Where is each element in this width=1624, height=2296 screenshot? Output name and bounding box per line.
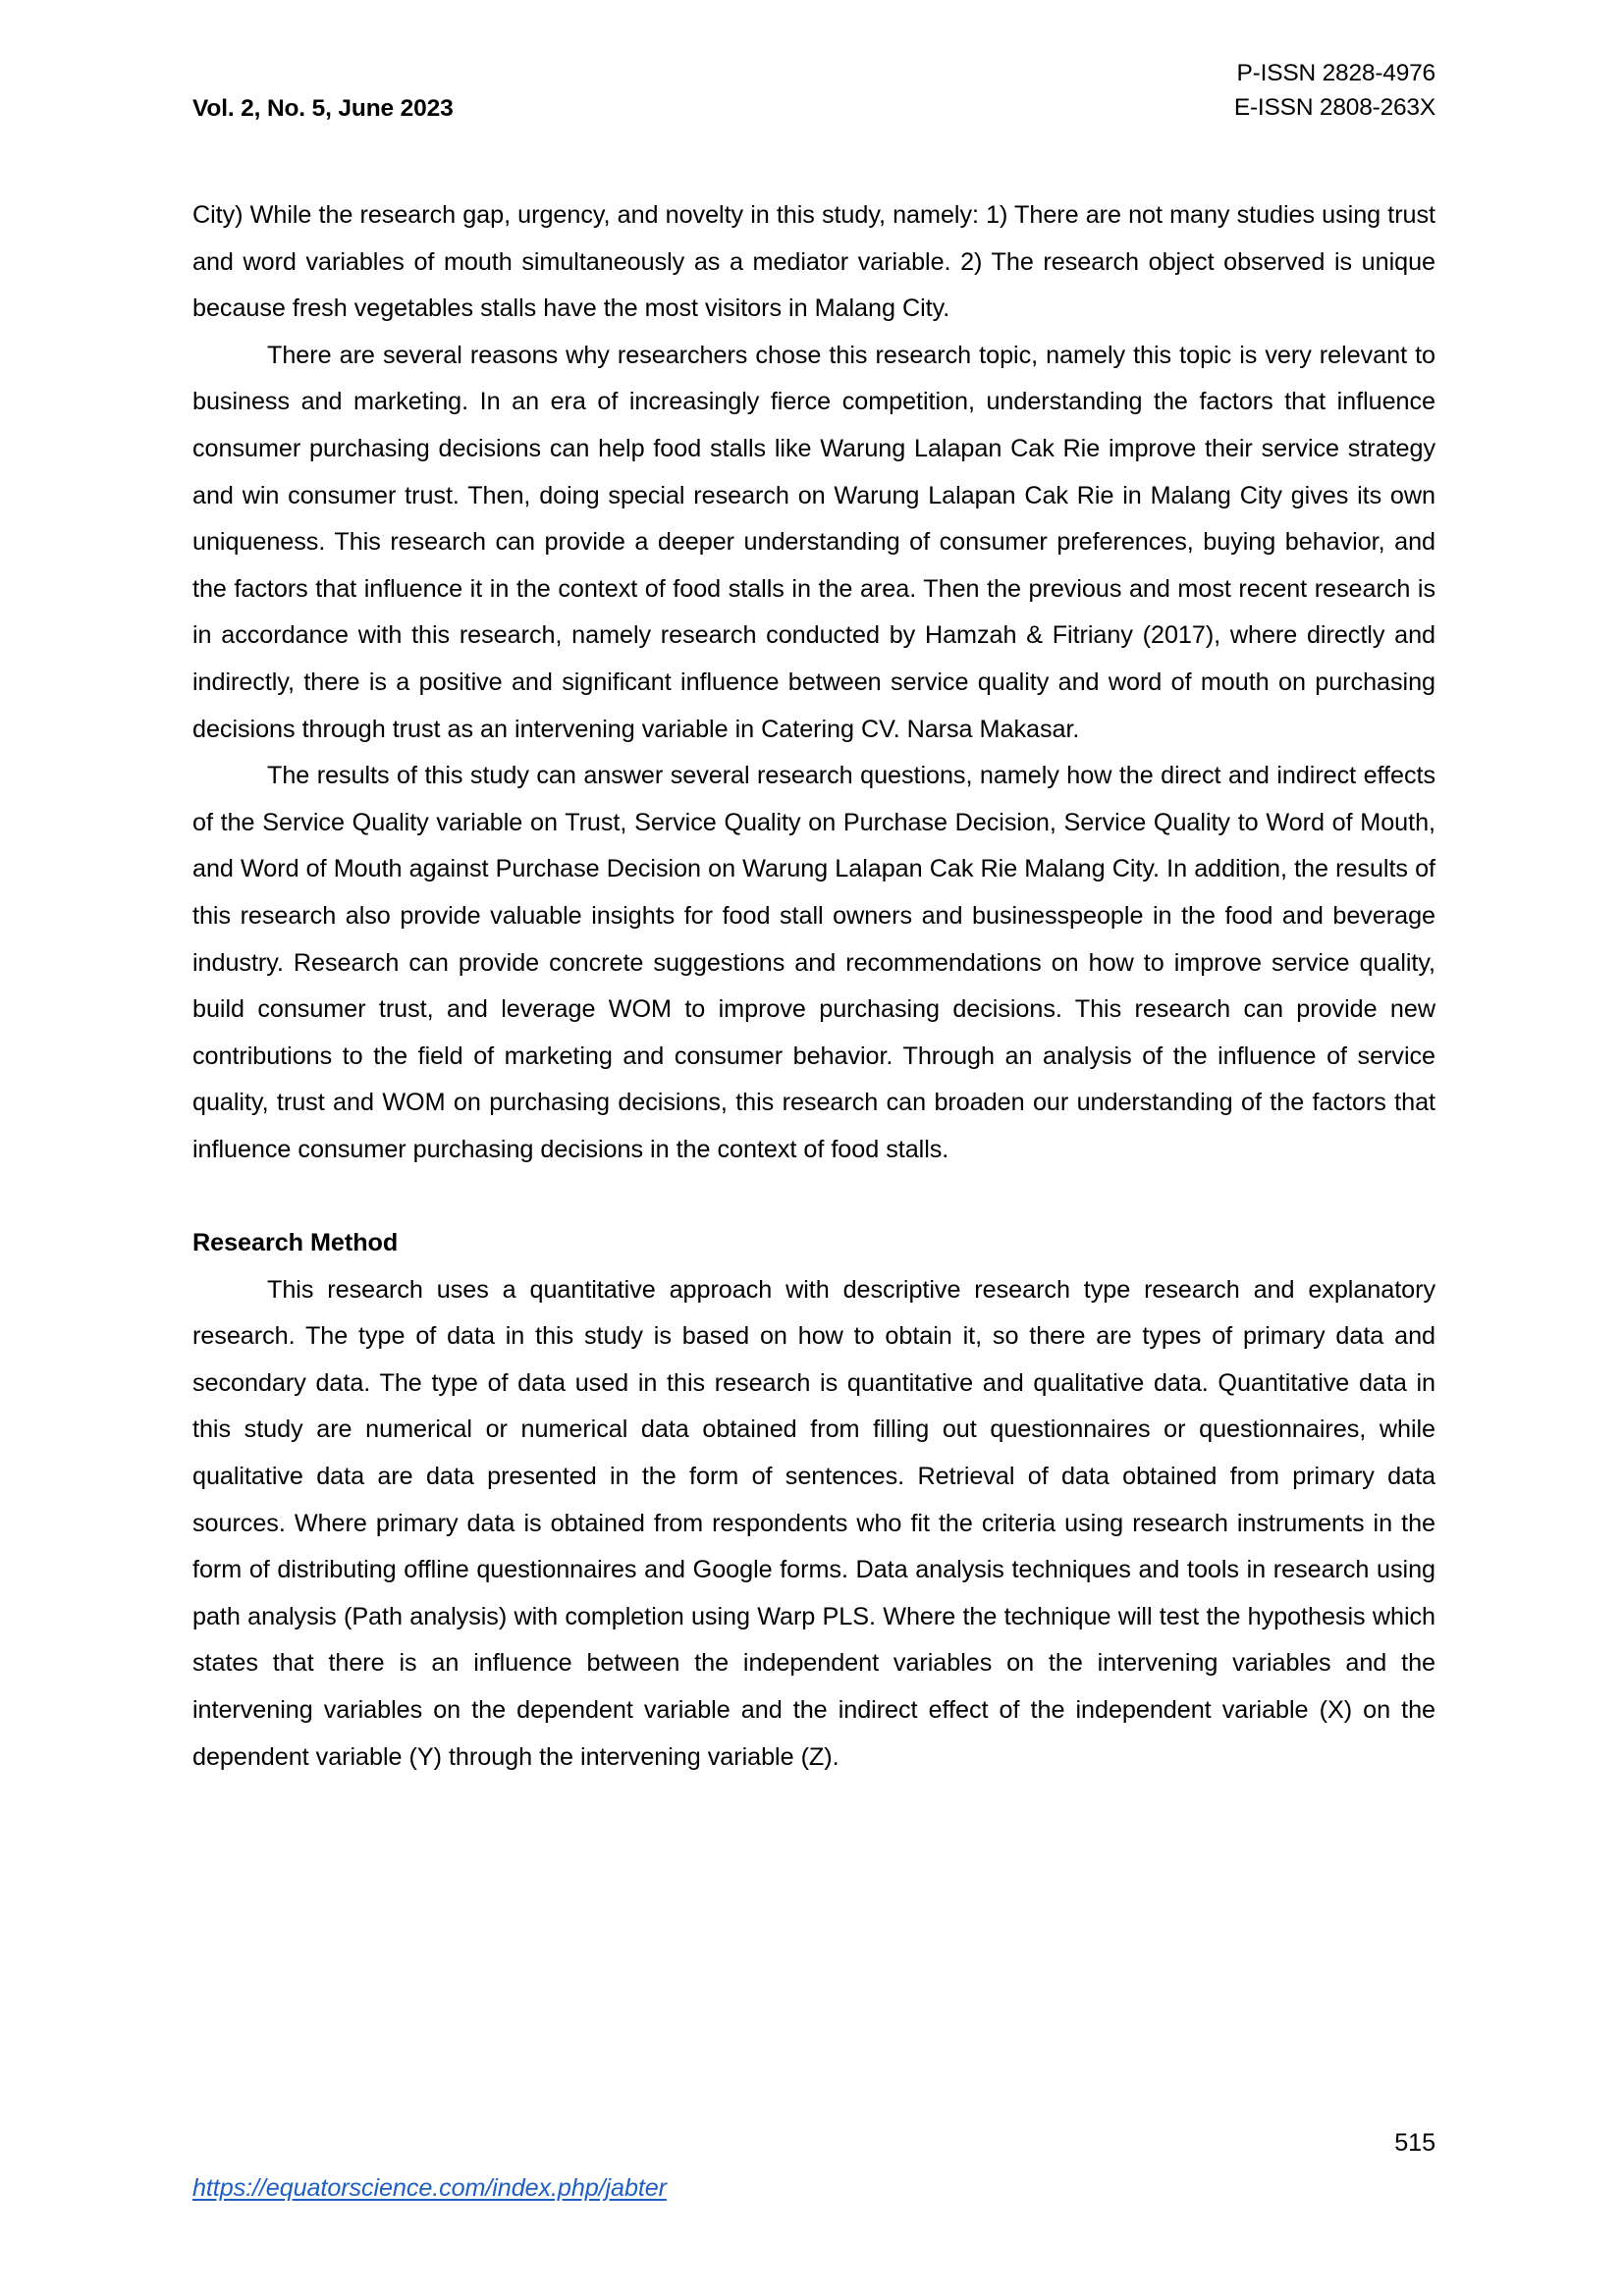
- article-body: [192, 192, 1435, 1781]
- page-number: 515: [1394, 2129, 1435, 2157]
- paragraph-research-reasons: There are several reasons why researchers chose this research topic, namely this topic is very relevant to business and marketing. In an era of increasingly fierce competition, understanding the factors that influence consumer purchasing decisions can help food stalls like Warung Lalapan Cak Rie improve their service strategy and win consumer trust. Then, doing special research on Warung Lalapan Cak Rie in Malang City gives its own uniqueness. This research can provide a deeper understanding of consumer preferences, buying behavior, and the factors that influence it in the context of food stalls in the area. Then the previous and most recent research is in accordance with this research, namely research conducted by Hamzah & Fitriany (2017), where directly and indirectly, there is a positive and significant influence between service quality and word of mouth on purchasing decisions through trust as an intervening variable in Catering CV. Narsa Makasar.: [192, 341, 1435, 743]
- paragraph-research-gap: City) While the research gap, urgency, and novelty in this study, namely: 1) There are not many studies using trust and word variables of mouth simultaneously as a mediator variable. 2) The research object observed is unique because fresh vegetables stalls have the most visitors in Malang City.: [192, 201, 1435, 323]
- issn-block: [1234, 57, 1435, 126]
- paragraph-research-method: This research uses a quantitative approach with descriptive research type research and explanatory research. The type of data in this study is based on how to obtain it, so there are types of primary data and secondary data. The type of data used in this research is quantitative and qualitative data. Quantitative data in this study are numerical or numerical data obtained from filling out questionnaires or questionnaires, while qualitative data are data presented in the form of sentences. Retrieval of data obtained from primary data sources. Where primary data is obtained from respondents who fit the criteria using research instruments in the form of distributing offline questionnaires and Google forms. Data analysis techniques and tools in research using path analysis (Path analysis) with completion using Warp PLS. Where the technique will test the hypothesis which states that there is an influence between the independent variables on the intervening variables and the intervening variables on the dependent variable and the indirect effect of the independent variable (X) on the dependent variable (Y) through the intervening variable (Z).: [192, 1275, 1435, 1771]
- p-issn-label: P-ISSN 2828-4976: [1236, 60, 1435, 86]
- e-issn-label: E-ISSN 2808-263X: [1233, 93, 1435, 121]
- volume-issue-label: Vol. 2, No. 5, June 2023: [192, 94, 454, 122]
- paragraph-study-results: The results of this study can answer several research questions, namely how the direct and indirect effects of the Service Quality variable on Trust, Service Quality on Purchase Decision, Service Quality to Word of Mouth, and Word of Mouth against Purchase Decision on Warung Lalapan Cak Rie Malang City. In addition, the results of this research also provide valuable insights for food stall owners and businesspeople in the food and beverage industry. Research can provide concrete suggestions and recommendations on how to improve service quality, build consumer trust, and leverage WOM to improve purchasing decisions. This research can provide new contributions to the field of marketing and consumer behavior. Through an analysis of the influence of service quality, trust and WOM on purchasing decisions, this research can broaden our understanding of the factors that influence consumer purchasing decisions in the context of food stalls.: [192, 762, 1435, 1163]
- page-header: [192, 57, 1435, 126]
- page-footer: [192, 2128, 1435, 2203]
- section-spacer: [192, 1173, 1435, 1220]
- journal-url-link[interactable]: https://equatorscience.com/index.php/jabter: [192, 2174, 667, 2203]
- section-heading-research-method: Research Method: [192, 1229, 399, 1257]
